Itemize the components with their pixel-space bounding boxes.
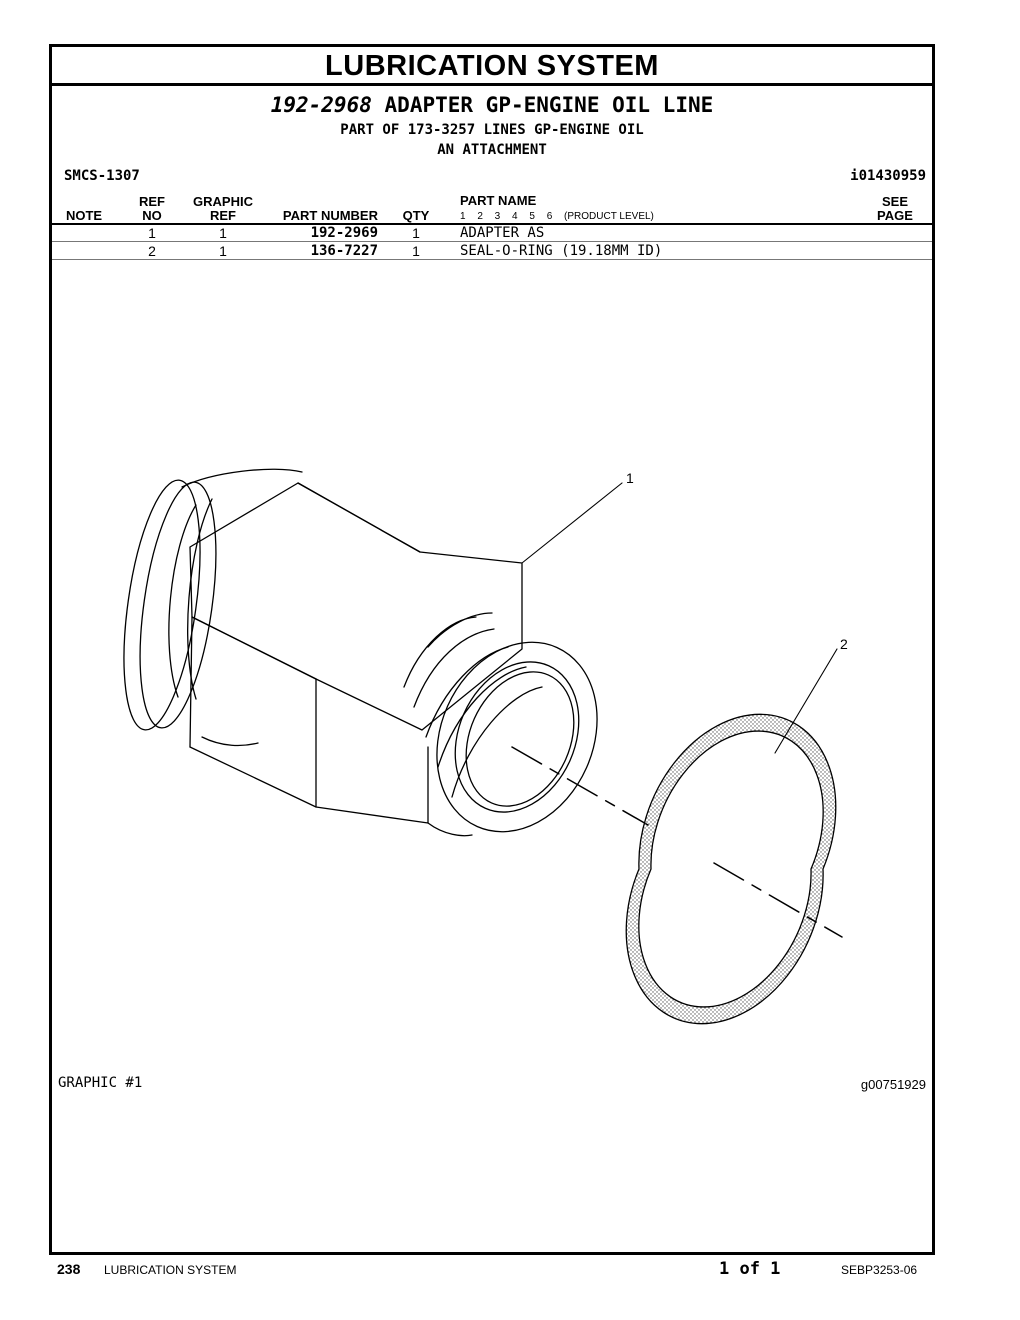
header-ref-no-top: REF	[139, 194, 165, 209]
header-graphic-ref-bottom: REF	[210, 208, 236, 223]
callout-2: 2	[840, 636, 848, 652]
header-qty: QTY	[402, 208, 430, 223]
assembly-part-number: 192-2968	[270, 93, 372, 117]
row1-part-name: ADAPTER AS	[460, 225, 545, 241]
graphic-id: g00751929	[860, 1077, 926, 1092]
footer-section: LUBRICATION SYSTEM	[104, 1263, 237, 1277]
footer-page-number: 238	[57, 1261, 81, 1277]
callout-1-leader	[522, 483, 622, 563]
callout-1: 1	[626, 470, 634, 486]
row2-qty: 1	[412, 243, 420, 259]
adapter-front-nozzle	[404, 613, 626, 857]
adapter-hex-body	[190, 483, 522, 823]
graphic-label: GRAPHIC #1	[58, 1075, 143, 1091]
row2-ref-no: 2	[148, 243, 156, 259]
header-see-page-top: SEE	[881, 194, 908, 209]
row1-part-number: 192-2969	[310, 225, 378, 241]
part-of-line: PART OF 173-3257 LINES GP-ENGINE OIL	[340, 122, 644, 138]
illustration-id: i01430959	[850, 168, 926, 184]
footer-page-of: 1 of 1	[719, 1259, 781, 1279]
row2-part-name: SEAL-O-RING (19.18MM ID)	[460, 243, 663, 259]
header-see-page-bottom: PAGE	[877, 208, 913, 223]
o-ring-seal	[626, 714, 836, 1023]
header-level-numbers: 1 2 3 4 5 6	[460, 211, 553, 222]
header-graphic-ref-top: GRAPHIC	[193, 194, 253, 209]
row1-graphic-ref: 1	[219, 225, 227, 241]
header-note: NOTE	[65, 208, 103, 223]
attachment-line: AN ATTACHMENT	[437, 142, 547, 158]
smcs-code: SMCS-1307	[64, 168, 140, 184]
header-product-level: (PRODUCT LEVEL)	[564, 211, 654, 222]
section-title: LUBRICATION SYSTEM	[52, 47, 932, 86]
adapter-rear-collar	[111, 469, 302, 745]
header-ref-no-bottom: NO	[142, 208, 162, 223]
row1-qty: 1	[412, 225, 420, 241]
row2-graphic-ref: 1	[219, 243, 227, 259]
row2-part-number: 136-7227	[310, 243, 378, 259]
header-part-name: PART NAME	[460, 193, 537, 208]
header-part-number: PART NUMBER	[282, 208, 378, 223]
parts-drawing	[52, 47, 932, 1252]
row1-ref-no: 1	[148, 225, 156, 241]
assembly-name: ADAPTER GP-ENGINE OIL LINE	[384, 93, 714, 117]
footer-document-number: SEBP3253-06	[841, 1263, 918, 1277]
page-frame	[49, 44, 935, 1255]
adapter-centerline	[512, 747, 648, 825]
